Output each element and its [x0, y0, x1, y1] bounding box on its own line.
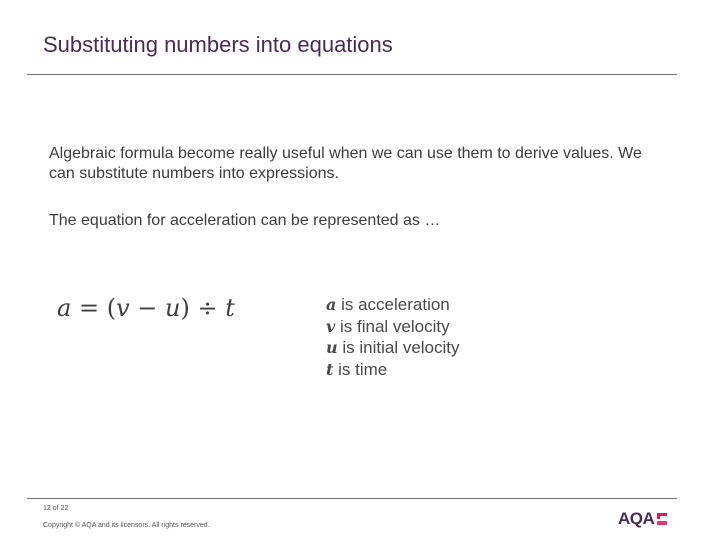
aqa-logo: [618, 508, 680, 530]
definition-symbol: u: [326, 338, 338, 357]
definition-row: [326, 359, 460, 381]
footer-divider: [27, 498, 677, 499]
formula-open-paren: (: [106, 294, 117, 322]
definition-symbol: a: [326, 295, 337, 314]
title-divider: [27, 74, 677, 75]
formula-t: t: [225, 294, 235, 322]
formula-divide: ÷: [197, 294, 218, 322]
definition-symbol: t: [326, 359, 334, 379]
formula-v: v: [116, 294, 130, 322]
copyright-notice: Copyright © AQA and its licensors. All rights reserved.: [43, 522, 210, 529]
definition-text: is acceleration: [336, 295, 450, 314]
formula-u: u: [165, 294, 181, 322]
variable-definitions: [326, 294, 460, 380]
slide-title: Substituting numbers into equations: [43, 32, 393, 57]
definition-row: [326, 337, 460, 359]
definition-text: is final velocity: [335, 316, 450, 336]
aqa-logo-mark-icon: [655, 511, 669, 527]
formula-minus: −: [137, 294, 158, 322]
logo-text: AQA: [618, 509, 655, 528]
definition-text: is initial velocity: [337, 338, 460, 357]
definition-row: [326, 316, 460, 338]
definition-text: is time: [333, 359, 388, 379]
intro-paragraph: Algebraic formula become really useful when we can use them to derive values. We can substitute numbers into expressions.: [49, 145, 642, 182]
page-number: 12 of 22: [43, 505, 69, 512]
formula-close-paren: ): [180, 294, 190, 322]
equation-intro-paragraph: The equation for acceleration can be represented as …: [49, 212, 441, 229]
formula-equals: =: [78, 294, 100, 322]
definition-symbol: v: [326, 316, 336, 336]
formula-a: a: [57, 294, 72, 322]
acceleration-formula: [57, 294, 235, 322]
definition-row: [326, 294, 460, 316]
